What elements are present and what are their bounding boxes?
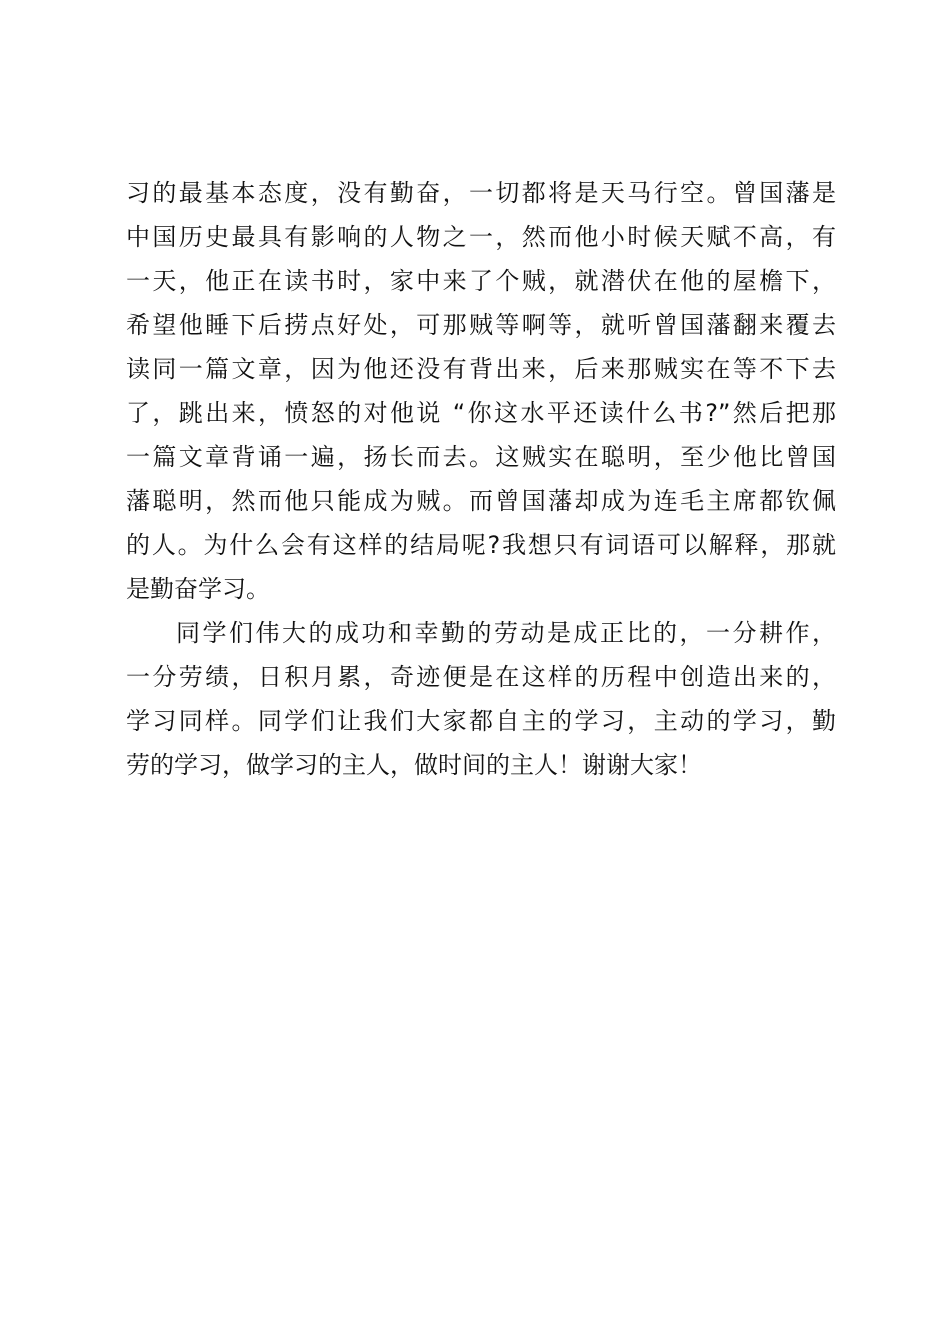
text-line: 习的最基本态度，没有勤奋，一切都将是天马行空。曾国藩是 — [126, 179, 836, 207]
text-line: 一篇文章背诵一遍，扬长而去。这贼实在聪明，至少他比曾国 — [126, 443, 836, 471]
text-line: 一天，他正在读书时，家中来了个贼，就潜伏在他的屋檐下， — [126, 267, 836, 295]
paragraph-2 — [126, 611, 836, 787]
text-line: 了，跳出来，愤怒的对他说 “你这水平还读什么书?”然后把那 — [126, 399, 836, 427]
text-line: 一分劳绩，日积月累，奇迹便是在这样的历程中创造出来的， — [126, 663, 836, 691]
text-line: 希望他睡下后捞点好处，可那贼等啊等，就听曾国藩翻来覆去 — [126, 311, 836, 339]
text-line: 同学们伟大的成功和幸勤的劳动是成正比的，一分耕作， — [176, 619, 836, 647]
paragraph-1 — [126, 171, 836, 611]
text-line: 藩聪明，然而他只能成为贼。而曾国藩却成为连毛主席都钦佩 — [126, 487, 836, 515]
text-line: 读同一篇文章，因为他还没有背出来，后来那贼实在等不下去 — [126, 355, 836, 383]
text-line: 中国历史最具有影响的人物之一，然而他小时候天赋不高，有 — [126, 223, 836, 251]
text-line: 劳的学习，做学习的主人，做时间的主人！谢谢大家！ — [126, 751, 702, 779]
text-line: 学习同样。同学们让我们大家都自主的学习，主动的学习，勤 — [126, 707, 836, 735]
text-line: 的人。为什么会有这样的结局呢?我想只有词语可以解释，那就 — [126, 531, 836, 559]
document-body — [126, 171, 836, 787]
text-line: 是勤奋学习。 — [126, 575, 270, 603]
